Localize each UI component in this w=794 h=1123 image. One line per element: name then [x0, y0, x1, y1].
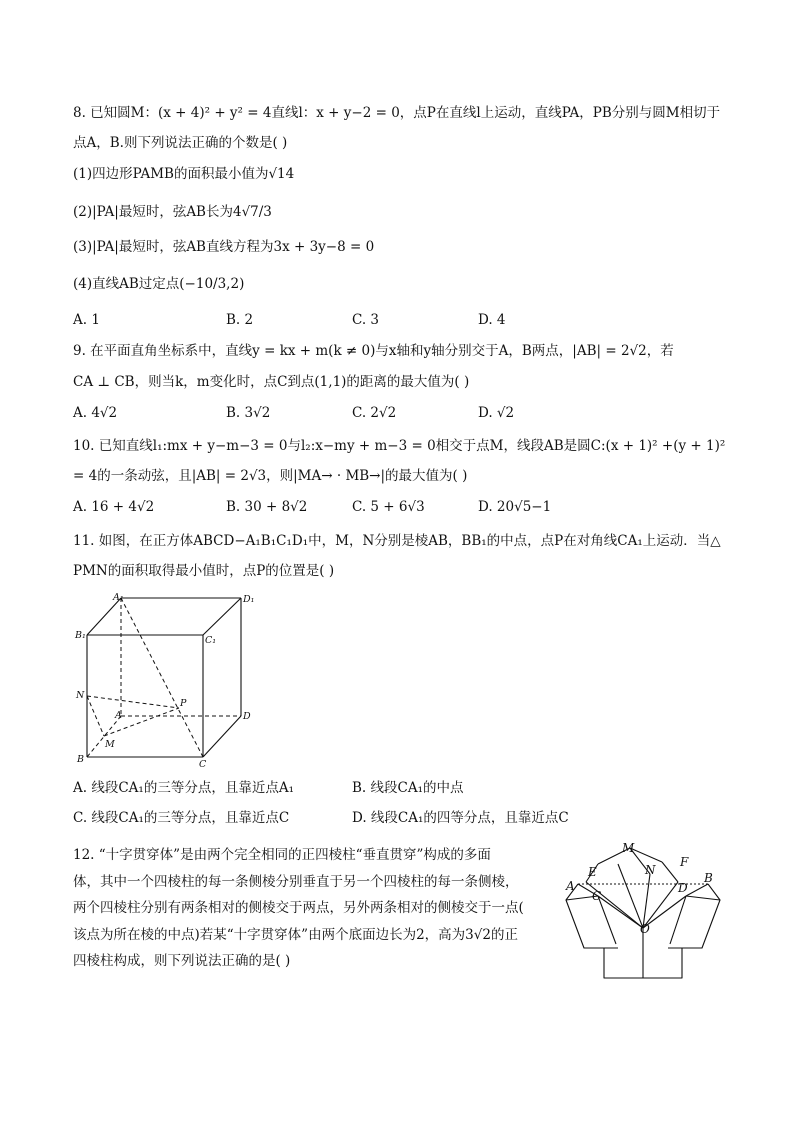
- q12-line: 四棱柱构成，则下列说法正确的是( ): [73, 953, 291, 969]
- q8-statement-4: (4)直线AB过定点(−10/3,2): [73, 276, 245, 292]
- q12-line: 两个四棱柱分别有两条相对的侧棱交于两点，另外两条相对的侧棱交于一点(: [73, 900, 524, 916]
- q10-option-a[interactable]: A. 16 + 4√2: [73, 499, 155, 515]
- label-f: F: [680, 855, 689, 869]
- label-b: B: [704, 871, 713, 885]
- label-e: E: [588, 865, 597, 879]
- q10-option-c[interactable]: C. 5 + 6√3: [352, 499, 425, 515]
- label-o: O: [640, 922, 650, 936]
- label-n: N: [76, 690, 85, 701]
- label-d1: D₁: [243, 594, 255, 605]
- q11-stem-line2: PMN的面积取得最小值时，点P的位置是( ): [73, 563, 335, 579]
- q9-option-a[interactable]: A. 4√2: [73, 405, 118, 421]
- label-a: A: [566, 879, 575, 893]
- label-m: M: [622, 841, 635, 855]
- label-d: D: [678, 881, 688, 895]
- q9-option-d[interactable]: D. √2: [478, 405, 515, 421]
- label-a1: A₁: [113, 592, 124, 603]
- q11-stem-line1: 11. 如图，在正方体ABCD−A₁B₁C₁D₁中，M，N分别是棱AB，BB₁的中点，点P在对角线CA₁上运动．当△: [73, 533, 721, 549]
- cube-figure: [70, 590, 270, 770]
- q9-stem-line2: CA ⊥ CB，则当k，m变化时，点C到点(1,1)的距离的最大值为( ): [73, 374, 470, 390]
- q8-statement-3: (3)|PA|最短时，弦AB直线方程为3x + 3y−8 = 0: [73, 239, 375, 255]
- q10-option-d[interactable]: D. 20√5−1: [478, 499, 552, 515]
- q10-stem-line2: = 4的一条动弦，且|AB| = 2√3，则|MA→ · MB→|的最大值为( ): [73, 468, 468, 484]
- label-c: C: [199, 759, 207, 770]
- q8-option-a[interactable]: A. 1: [73, 312, 100, 328]
- label-m: M: [105, 739, 115, 750]
- q11-option-b[interactable]: B. 线段CA₁的中点: [352, 780, 464, 796]
- q8-statement-2: (2)|PA|最短时，弦AB长为4√7/3: [73, 204, 272, 220]
- q9-option-c[interactable]: C. 2√2: [352, 405, 397, 421]
- q9-stem-line1: 9. 在平面直角坐标系中，直线y = kx + m(k ≠ 0)与x轴和y轴分别交于A，B两点，|AB| = 2√2，若: [73, 343, 674, 359]
- q10-stem-line1: 10. 已知直线l₁:mx + y−m−3 = 0与l₂:x−my + m−3 = 0相交于点M，线段AB是圆C:(x + 1)² +(y + 1)²: [73, 438, 726, 454]
- q10-option-b[interactable]: B. 30 + 8√2: [226, 499, 308, 515]
- q11-option-a[interactable]: A. 线段CA₁的三等分点，且靠近点A₁: [73, 780, 294, 796]
- label-d: D: [243, 711, 251, 722]
- label-c1: C₁: [205, 635, 217, 646]
- q12-line: 体，其中一个四棱柱的每一条侧棱分别垂直于另一个四棱柱的每一条侧棱，: [73, 873, 519, 890]
- label-c: C: [592, 889, 602, 903]
- label-p: P: [180, 698, 187, 709]
- q9-option-b[interactable]: B. 3√2: [226, 405, 271, 421]
- q8-statement-1: (1)四边形PAMB的面积最小值为√14: [73, 166, 295, 182]
- q8-stem-line2: 点A，B.则下列说法正确的个数是( ): [73, 135, 288, 151]
- label-b: B: [77, 754, 84, 765]
- q8-option-d[interactable]: D. 4: [478, 312, 506, 328]
- q8-option-b[interactable]: B. 2: [226, 312, 254, 328]
- q11-option-d[interactable]: D. 线段CA₁的四等分点，且靠近点C: [352, 810, 569, 826]
- q12-line: 该点为所在棱的中点)若某“十字贯穿体”由两个底面边长为2，高为3√2的正: [73, 926, 518, 943]
- q12-line: 12. “十字贯穿体”是由两个完全相同的正四棱柱“垂直贯穿”构成的多面: [73, 847, 491, 863]
- q8-stem-line1: 8. 已知圆M：(x + 4)² + y² = 4直线l：x + y−2 = 0，点P在直线l上运动，直线PA，PB分别与圆M相切于: [73, 105, 721, 121]
- label-n: N: [645, 863, 656, 877]
- q8-option-c[interactable]: C. 3: [352, 312, 380, 328]
- q11-option-c[interactable]: C. 线段CA₁的三等分点，且靠近点C: [73, 810, 290, 826]
- label-a: A: [115, 710, 122, 721]
- cross-prism-figure: [558, 836, 728, 986]
- label-b1: B₁: [75, 630, 86, 641]
- q12-stem: [73, 842, 553, 975]
